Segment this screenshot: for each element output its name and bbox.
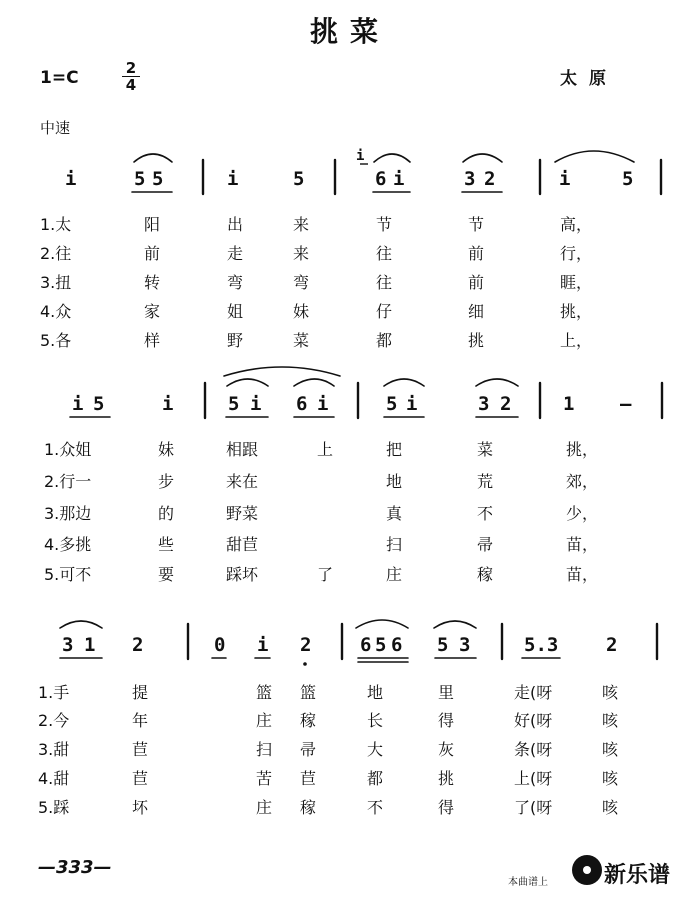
lyric: 节 — [376, 215, 393, 234]
note: i — [393, 168, 405, 190]
lyric: 甜苣 — [226, 535, 259, 554]
music-note-logo-icon — [572, 855, 602, 885]
lyric: 不 — [477, 504, 494, 523]
note: i — [162, 393, 174, 415]
lyric: 来 — [293, 244, 310, 263]
lyric: 出 — [227, 215, 244, 234]
lyric: 阳 — [144, 215, 161, 234]
lyric: 家 — [144, 302, 161, 321]
grace-note: i — [356, 148, 365, 164]
tempo-marking: 中速 — [40, 119, 71, 137]
lyric: 挑， — [566, 440, 599, 459]
region-label: 太原 — [560, 69, 618, 89]
slur — [60, 621, 102, 628]
lyric: 菜 — [293, 331, 310, 350]
note: 2 — [484, 168, 496, 190]
note: 3 — [62, 634, 74, 656]
lyric: 前 — [468, 244, 485, 263]
lyric: 5.各 — [40, 331, 72, 350]
lyric: 地 — [367, 683, 384, 702]
lyric: 前 — [468, 273, 485, 292]
lyric: 挑， — [560, 302, 593, 321]
note: i — [317, 393, 329, 415]
lyric: 往 — [376, 273, 393, 292]
note: 5 — [134, 168, 146, 190]
lyric: 挑 — [468, 331, 485, 350]
lyric: 行， — [560, 244, 593, 263]
lyric: 扫 — [386, 535, 403, 554]
lyric: 咳 — [602, 740, 619, 759]
song-title: 挑菜 — [309, 15, 390, 48]
lyric: 苣 — [300, 769, 317, 788]
lyric: 都 — [367, 769, 384, 788]
note: 1 — [563, 393, 575, 415]
slur — [356, 620, 408, 628]
lyric: 1.众姐 — [44, 440, 92, 459]
lyric: 高， — [560, 215, 593, 234]
lyric: 上 — [317, 440, 334, 459]
note: i — [406, 393, 418, 415]
lyric: 步 — [158, 472, 175, 491]
lyric: 提 — [132, 683, 149, 702]
lyric: 样 — [144, 331, 161, 350]
lyric: 得 — [438, 798, 455, 817]
note: 5 — [622, 168, 634, 190]
lyric: 庄 — [386, 565, 403, 584]
page-number: —333— — [38, 857, 112, 878]
lyric: 稼 — [300, 798, 317, 817]
note: i — [250, 393, 262, 415]
lyric: 走(呀 — [514, 683, 553, 702]
lyric: 仔 — [376, 302, 393, 321]
lyric: 苦 — [256, 769, 273, 788]
note: 3 — [478, 393, 490, 415]
lyric: 姐 — [227, 302, 244, 321]
note: 3 — [459, 634, 471, 656]
note: 5 — [386, 393, 398, 415]
lyric: 妹 — [158, 440, 175, 459]
note: 2 — [132, 634, 144, 656]
lyric: 坏 — [132, 798, 149, 817]
lyric: 苗， — [566, 565, 599, 584]
lyric: 1.太 — [40, 215, 72, 234]
note: 2 — [300, 634, 312, 656]
lyric: 把 — [386, 440, 403, 459]
lyric: 咳 — [602, 683, 619, 702]
note: 3 — [464, 168, 476, 190]
lyric: 篮 — [300, 683, 317, 702]
footer-note: 本曲谱上 — [508, 877, 548, 888]
lyric: 好(呀 — [514, 711, 553, 730]
slur — [294, 379, 334, 386]
lyric: 帚 — [477, 535, 494, 554]
note: 1 — [84, 634, 96, 656]
lyric: 的 — [158, 504, 175, 523]
lyric: 要 — [158, 565, 175, 584]
note: 2 — [500, 393, 512, 415]
lyric: 3.扭 — [40, 273, 72, 292]
lyric: 转 — [144, 273, 161, 292]
lyric: 弯 — [293, 273, 310, 292]
note: 6 — [296, 393, 308, 415]
lyric: 野菜 — [226, 504, 259, 523]
lyric: 菜 — [477, 440, 494, 459]
lyric: 来 — [293, 215, 310, 234]
lyric: 1.手 — [38, 683, 70, 702]
lyric: 4.众 — [40, 302, 72, 321]
slur — [476, 379, 518, 386]
slur — [227, 379, 268, 386]
lyric: 少， — [566, 504, 599, 523]
lyric: 大 — [367, 740, 384, 759]
lyric: 5.可不 — [44, 565, 92, 584]
lyric: 帚 — [300, 740, 317, 759]
note: i — [65, 168, 77, 190]
lyric: 条(呀 — [514, 740, 553, 759]
note: 0 — [214, 634, 226, 656]
lyric: 荒 — [477, 472, 494, 491]
note: 6 — [375, 168, 387, 190]
lyric: 庄 — [256, 798, 273, 817]
lyric: 都 — [376, 331, 393, 350]
lyric: 3.那边 — [44, 504, 92, 523]
lyric: 苣 — [132, 740, 149, 759]
lyric: 咳 — [602, 769, 619, 788]
slur — [224, 367, 340, 376]
lyric: 相跟 — [226, 440, 259, 459]
lyric: 2.今 — [38, 711, 70, 730]
lyric: 挑 — [438, 769, 455, 788]
lyric: 往 — [376, 244, 393, 263]
lyric: 了 — [317, 565, 334, 584]
lyric: 了(呀 — [514, 798, 553, 817]
slur — [555, 151, 634, 162]
note: 5 — [152, 168, 164, 190]
lyric: 咳 — [602, 711, 619, 730]
lyric: 稼 — [477, 565, 494, 584]
lyric: 稼 — [300, 711, 317, 730]
lyric: 踩坏 — [226, 565, 259, 584]
note: 6 — [360, 634, 372, 656]
octave-dot — [303, 662, 307, 666]
lyric: 真 — [386, 504, 403, 523]
lyric: 里 — [438, 683, 455, 702]
lyric: 细 — [468, 302, 485, 321]
lyric: 郊， — [566, 472, 599, 491]
lyric: 来在 — [226, 472, 259, 491]
slur — [434, 621, 476, 628]
lyric: 节 — [468, 215, 485, 234]
note: i — [559, 168, 571, 190]
lyric: 睚， — [560, 273, 593, 292]
lyric: 上， — [560, 331, 593, 350]
lyric: 4.多挑 — [44, 535, 92, 554]
lyric: 扫 — [256, 740, 273, 759]
lyric: 苗， — [566, 535, 599, 554]
note: i — [72, 393, 84, 415]
lyric: 不 — [367, 798, 384, 817]
slur — [463, 154, 502, 162]
lyric: 庄 — [256, 711, 273, 730]
note: 5.3 — [524, 634, 559, 656]
slur — [384, 379, 424, 386]
lyric: 野 — [227, 331, 244, 350]
lyric: 灰 — [438, 740, 455, 759]
note-extension: — — [620, 393, 632, 415]
lyric: 得 — [438, 711, 455, 730]
lyric: 咳 — [602, 798, 619, 817]
note: 6 — [391, 634, 403, 656]
note: i — [257, 634, 269, 656]
lyric: 长 — [367, 711, 384, 730]
lyric: 走 — [227, 244, 244, 263]
lyric: 上(呀 — [514, 769, 553, 788]
slur — [374, 154, 410, 162]
lyric: 苣 — [132, 769, 149, 788]
note: 5 — [437, 634, 449, 656]
note: 5 — [93, 393, 105, 415]
lyric: 地 — [386, 472, 403, 491]
lyric: 年 — [132, 711, 149, 730]
note: 5 — [293, 168, 305, 190]
lyric: 些 — [158, 535, 175, 554]
brand-name: 新乐谱 — [604, 863, 671, 888]
lyric: 4.甜 — [38, 769, 70, 788]
lyric: 3.甜 — [38, 740, 70, 759]
lyric: 弯 — [227, 273, 244, 292]
note: 5 — [228, 393, 240, 415]
slur — [134, 154, 172, 162]
time-signature-bottom: 4 — [125, 76, 137, 94]
lyric: 2.往 — [40, 244, 72, 263]
lyric: 篮 — [256, 683, 273, 702]
note: 5 — [375, 634, 387, 656]
lyric: 2.行一 — [44, 472, 92, 491]
lyric: 妹 — [293, 302, 310, 321]
lyric: 前 — [144, 244, 161, 263]
key-signature: 1=C — [40, 68, 79, 88]
note: 2 — [606, 634, 618, 656]
note: i — [227, 168, 239, 190]
lyric: 5.踩 — [38, 798, 70, 817]
time-signature-top: 2 — [122, 60, 140, 77]
